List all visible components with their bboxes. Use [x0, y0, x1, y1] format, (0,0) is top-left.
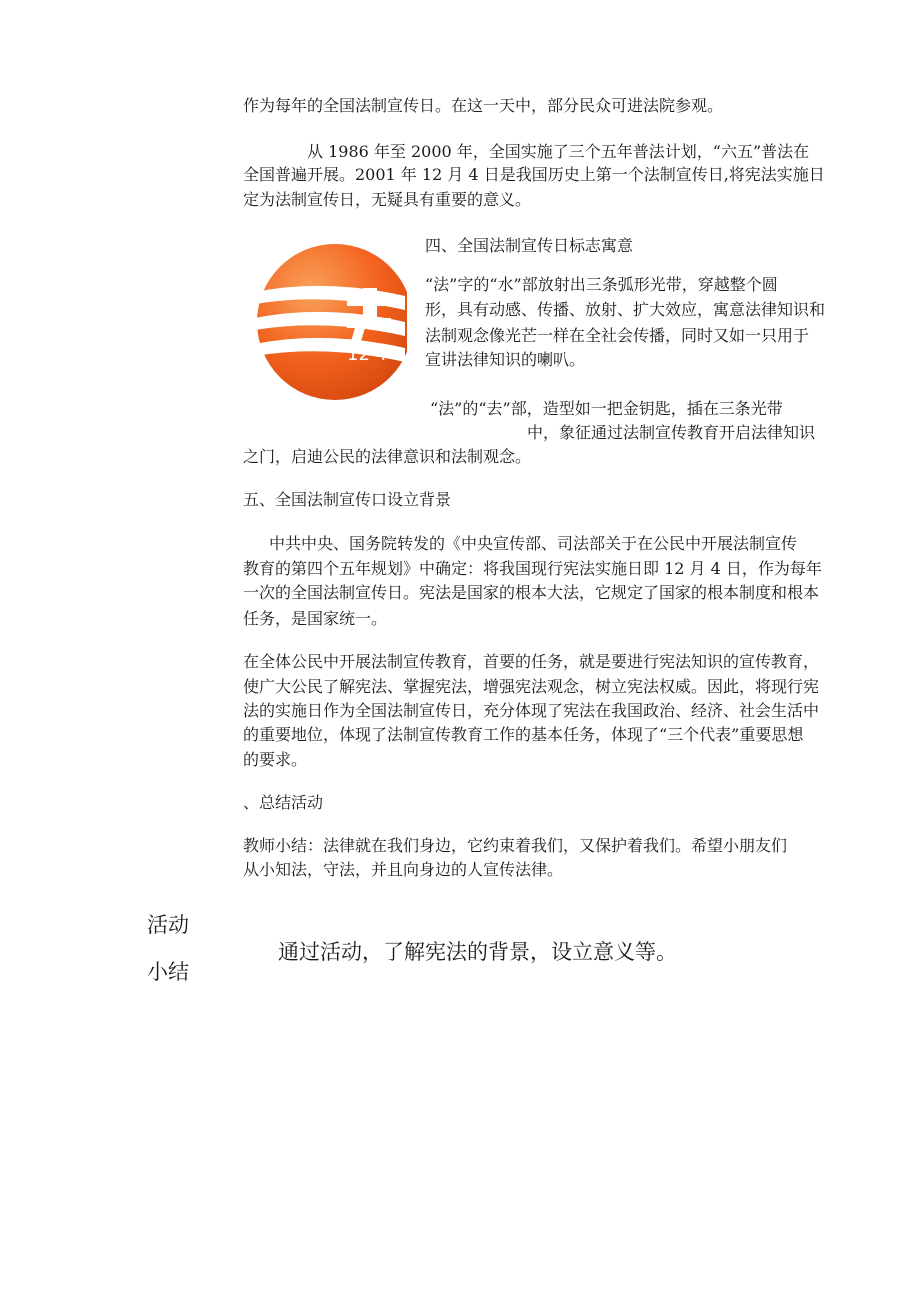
paragraph-line: 作为每年的全国法制宣传日。在这一天中，部分民众可进法院参观。: [243, 96, 724, 115]
section-heading: 四、全国法制宣传日标志寓意: [425, 236, 634, 255]
paragraph-line: 法的实施日作为全国法制宣传日，充分体现了宪法在我国政治、经济、社会生活中: [243, 701, 820, 720]
paragraph-line: 定为法制宣传日，无疑具有重要的意义。: [243, 190, 532, 209]
paragraph-line: 中共中央、国务院转发的《中央宣传部、司法部关于在公民中开展法制宣传: [269, 534, 798, 553]
paragraph-line: 教师小结：法律就在我们身边，它约束着我们，又保护着我们。希望小朋友们: [243, 836, 788, 855]
paragraph-line: 任务，是国家统一。: [243, 609, 388, 628]
paragraph-line: “法”的“去”部，造型如一把金钥匙，插在三条光带: [430, 399, 783, 418]
paragraph-line: 教育的第四个五年规划》中确定：将我国现行宪法实施日即 12 月 4 日，作为每年: [243, 559, 822, 578]
paragraph-line: 一次的全国法制宣传日。宪法是国家的根本大法，它规定了国家的根本制度和根本: [243, 583, 820, 602]
legal-day-logo: [255, 238, 407, 404]
paragraph-line: 的要求。: [243, 750, 308, 769]
paragraph-line: 从 1986 年至 2000 年，全国实施了三个五年普法计划，“六五”普法在: [307, 142, 810, 161]
section-heading: 五、全国法制宣传口设立背景: [243, 490, 452, 509]
side-label-line: 小结: [147, 960, 189, 984]
side-label-line: 活动: [147, 913, 189, 937]
paragraph-line: 法制观念像光芒一样在全社会传播，同时又如一只用于: [425, 326, 810, 345]
paragraph-line: 的重要地位，体现了法制宣传教育工作的基本任务，体现了“三个代表”重要思想: [243, 725, 804, 744]
paragraph-line: 形，具有动感、传播、放射、扩大效应，寓意法律知识和: [425, 300, 826, 319]
paragraph-line: “法”字的“水”部放射出三条弧形光带，穿越整个圆: [425, 275, 778, 294]
paragraph-line: 之门，启迪公民的法律意识和法制观念。: [243, 447, 532, 466]
paragraph-line: 从小知法，守法，并且向身边的人宣传法律。: [243, 860, 564, 879]
activity-summary-text: 通过活动，了解宪法的背景，设立意义等。: [278, 940, 677, 964]
paragraph-line: 在全体公民中开展法制宣传教育，首要的任务，就是要进行宪法知识的宣传教育，: [243, 652, 820, 671]
paragraph-line: 宣讲法律知识的喇叭。: [425, 350, 586, 369]
paragraph-line: 全国普遍开展。2001 年 12 月 4 日是我国历史上第一个法制宣传日,将宪法实施日: [243, 165, 825, 184]
section-heading: 、总结活动: [243, 793, 324, 812]
paragraph-line: 使广大公民了解宪法、掌握宪法，增强宪法观念，树立宪法权威。因此，将现行宪: [243, 677, 820, 696]
paragraph-line: 中，象征通过法制宣传教育开启法律知识: [527, 423, 816, 442]
logo-date-text: 12·4: [347, 344, 388, 365]
